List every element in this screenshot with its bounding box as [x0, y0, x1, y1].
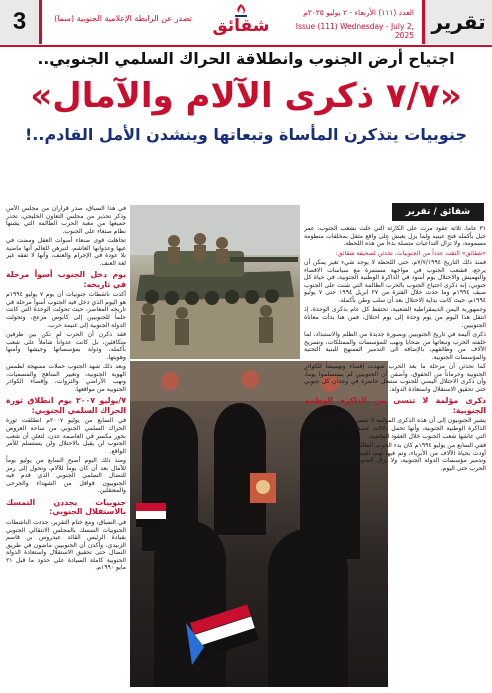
paragraph: وبعد ذلك شهد الجنوب حملات ممنهجة لطمس الهوية الجنوبية، وتغيير المناهج والمسميات، ونهب الأراضي والثروات، وإقصاء الكوادر الجنوبية من مواقعها. — [6, 363, 126, 393]
section-heading: ذكرى مؤلمة لا تنسى من الذاكرة الوطنية الجنوبية: — [304, 396, 486, 415]
paragraph: تجاهلت قوى صنعاء أصوات العقل ومضت في غيها وعدوانها الغاشم، لتبرهن للعالم أنها ماضية بلا عودة في الإجرام والعنف، وأنها لا تفقه غير لغة العنف. — [6, 237, 126, 267]
paragraph: ٣١ عاماً، ثلاثة عقود مرت على الكارثة التي حلت بشعب الجنوب، عمر جيل بأكمله فتح عينيه ولما يزل يعيش على واقع مثقل بمخلفات منظومة مسمومة، ولا تزال التداعيات متصلة بدءاً من هذه اللحظة. — [304, 225, 486, 248]
paragraph: في هذا السياق، صدر قراران من مجلس الأمن وذكر تحذير من مجلس التعاون الخليجي، تحذر جميعها من مغبة الحرب الظالمة التي يشنها نظام صنعاء على الجنوب. — [6, 205, 126, 235]
header-divider — [0, 45, 492, 47]
newspaper-logo — [206, 4, 276, 40]
logo-text: شقائق — [212, 16, 270, 36]
tank-scene-illustration — [130, 205, 300, 359]
paragraph: كما تحدثن أن مرحلة ما بعد الحرب شهدت إقصاء وتهميشاً للكوادر الجنوبية وحرماناً من الحقوق، وأضفن أن الجنوبيين لم يستسلموا يوماً، وأن ذكرى الاحتلال اليمني للجنوب ستظل حاضرة في وجدان كل جنوبي حتى تحقيق الاستقلال واستعادة الدولة. — [304, 363, 486, 393]
section-heading: يوم دخل الجنوب أسوأ مرحلة في تاريخه: — [6, 270, 126, 289]
article-headline: «٧/٧ ذكرى الآلام والآمال» — [30, 76, 462, 116]
page-number: 3 — [0, 0, 42, 44]
article-byline: شقائق / تقرير — [392, 203, 484, 221]
photo-tank-soldiers — [130, 205, 300, 359]
paragraph: ذكرى أليمة في تاريخ الجنوبيين وبصورة جديدة من الظلم والاستبداد، لما خلفته الحرب وتبعاتها من ضحايا ونهب للمؤسسات والممتلكات، وتسريح الآلاف من وظائفهم، بالإضافة الى التدمير الممنهج للبنية التحتية والمؤسسات الجنوبية. — [304, 331, 486, 361]
paragraph: وجمهورية اليمن الديمقراطية الشعبية، تحتفظ كل عام بذكرى الوحدة، إذ انتقل هذا اليوم من يوم وحدة إلى يوم احتلال، فمن هنا بدأت معاناة الجنوبيين. — [304, 306, 486, 329]
page-header — [0, 0, 492, 46]
article-subhead: جنوبيات يتذكرن المأساة وتبعاتها وينشدن الأمل القادم..! — [24, 125, 467, 144]
issue-info-arabic: العدد (١١١) الأربعاء - ٢ يوليو ٢٠٢٥م — [303, 8, 414, 17]
paragraph: أكدت ناشطات جنوبيات أن يوم ٧ يوليو ١٩٩٤م هو اليوم الذي دخل فيه الجنوب أسوأ مرحلة في تاريخه المعاصر، حيث تحولت الوحدة التي كانت حلماً للجنوبيين إلى كابوس مزعج، وتحولت الدولة الجنوبية إلى غنيمة حرب. — [6, 291, 126, 329]
paragraph: يشير الجنوبيون إلى أن هذه الذكرى المؤلمة لا تنسى، فهي جرح غائر في الذاكرة الوطنية الجنوبية، وأنها تحمل دلالات عميقة على حجم المعاناة التي عاشها شعب الجنوب خلال العقود الماضية. — [304, 417, 486, 440]
paragraph: «شقائق» التقت عدداً من الجنوبيات، تحدثن لصحيفة شقائق: — [335, 249, 486, 257]
paragraph: في السياق، ومع ختام التقرير، جددت الناشطات الجنوبيات التمسك بالمجلس الانتقالي الجنوبي بقيادة الرئيس القائد عيدروس بن قاسم الزبيدي، وأكدن أن الجنوبيين ماضون في طريق النضال حتى تحقيق الاستقلال واستعادة الدولة الجنوبية كاملة السيادة على حدود ما قبل ٢١ مايو ١٩٩٠م. — [6, 518, 126, 572]
section-heading: ٧/يوليو ٢٠٠٧ يوم انطلاق ثورة الحراك السلمي الجنوبي: — [6, 396, 126, 415]
section-heading: جنوبيات يجددن التمسك بالاستقلال الجنوبي: — [6, 497, 126, 517]
paragraph: في السابع من يوليو ٢٠٠٧م انطلقت ثورة الحراك السلمي الجنوبي من ساحة العروض بخور مكسر في العاصمة عدن، لتعلن أن شعب الجنوب لن يقبل بالاحتلال ولن يستسلم للأمر الواقع. — [6, 417, 126, 455]
paragraph: ففي السابع من يوليو ١٩٩٤م كان بدء الحرب الظالمة على الجنوب، والتي أودت بحياة الآلاف من الأبرياء، وتم فيها نهب الممتلكات العامة والخاصة وتدمير مؤسسات الدولة الجنوبية، ولا يزال الجنوبيون يدفعون ثمن تلك الحرب حتى اليوم. — [304, 442, 486, 472]
article-right-column — [304, 225, 486, 685]
issue-info-english: Issue (111) Wednesday - July 2, 2025 — [295, 22, 414, 40]
section-label: تقرير — [422, 0, 492, 44]
article-left-column — [6, 205, 126, 687]
south-flag-2 — [136, 503, 166, 527]
article-kicker: اجتياح أرض الجنوب وانطلاقة الحراك السلمي الجنوبي.. — [37, 50, 455, 68]
paragraph: فقد ذكرن أن الحرب لم تكن بين طرفين متكافئين، بل كانت عدواناً شاملاً على شعب بأكمله، ودولة بمؤسساتها وجيشها وأمنها وهويتها. — [6, 331, 126, 361]
paragraph: فمنذ ذلك التاريخ ٧/٧/١٩٩٤م، حتى اللحظة لا يوجد شيء تغير يمكن أن يرجع، فشعب الجنوب في مواجهة مستمرة مع سياسات الاقصاء والتهميش والاحتلال يوم أسود في الذاكرة الوطنية الجنوبية، في حياة كل جنوبي، إنه ذكرى اجتياح الجنوب بالحرب الظالمة التي شنت على الجنوب صيف ١٩٩٤م وما حدث خلال الفترة من ٢٧ ابريل ١٩٩٤ حتى ٧ يوليو ١٩٩٤م، حيث كانت بداية الاحتلال بعد أن سلب وطن بأكمله. — [304, 259, 486, 304]
publisher-note: تصدر عن الرابطة الإعلامية الجنوبية (سما) — [54, 14, 192, 23]
emblem-sign — [250, 473, 276, 503]
paragraph: ومنذ ذلك اليوم أصبح السابع من يوليو يوماً للآمال بعد أن كان يوماً للآلام، وتحول إلى رمز للنضال السلمي الجنوبي الذي قدم فيه الجنوبيون قوافل من الشهداء والجرحى والمعتقلين. — [6, 457, 126, 495]
